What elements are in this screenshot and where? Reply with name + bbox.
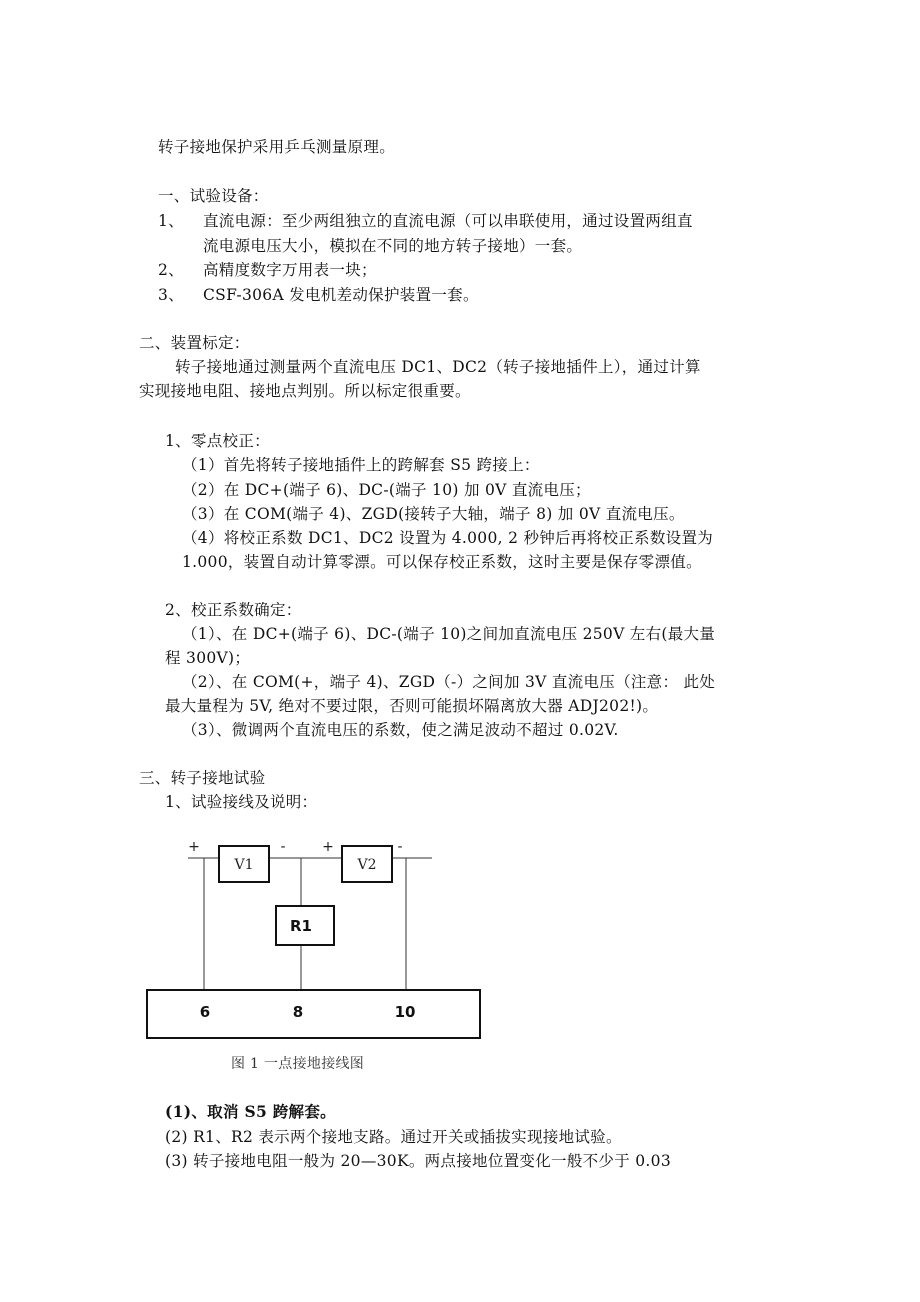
item3-text: CSF-306A 发电机差动保护装置一套。 (203, 286, 479, 304)
sub1-title: 1、零点校正： (165, 432, 270, 450)
section3-sub1-title: 1、试验接线及说明： (165, 793, 318, 811)
section2-para-line2: 实现接地电阻、接地点判别。所以标定很重要。 (139, 382, 471, 400)
item2-num: 2、 (158, 261, 184, 279)
svg-text:8: 8 (292, 1003, 304, 1021)
intro-text: 转子接地保护采用乒乓测量原理。 (158, 138, 396, 156)
sub1-line2: （2）在 DC+(端子 6)、DC-(端子 10) 加 0V 直流电压； (182, 481, 591, 499)
terminal-block (147, 990, 480, 1038)
svg-text:10: 10 (394, 1003, 416, 1021)
svg-text:-: - (397, 839, 403, 855)
sub2-line2: 程 300V)； (165, 649, 251, 667)
sub2-line4: 最大量程为 5V, 绝对不要过限，否则可能损坏隔离放大器 ADJ202!)。 (165, 697, 659, 715)
section2-para-line1: 转子接地通过测量两个直流电压 DC1、DC2（转子接地插件上），通过计算 (175, 358, 701, 376)
section2-title: 二、装置标定： (139, 334, 250, 352)
svg-text:+: + (322, 839, 334, 855)
svg-text:V2: V2 (357, 857, 377, 873)
svg-text:-: - (280, 839, 286, 855)
item1-num: 1、 (158, 212, 184, 230)
sub1-line5: 1.000，装置自动计算零漂。可以保存校正系数，这时主要是保存零漂值。 (182, 553, 702, 571)
sub2-line5: （3）、微调两个直流电压的系数，使之满足波动不超过 0.02V. (182, 721, 619, 739)
svg-text:6: 6 (199, 1003, 211, 1021)
sub1-line4: （4）将校正系数 DC1、DC2 设置为 4.000, 2 秒钟后再将校正系数设置为 (182, 529, 714, 547)
note-3: (3) 转子接地电阻一般为 20—30K。两点接地位置变化一般不少于 0.03 (165, 1152, 671, 1170)
item3-num: 3、 (158, 286, 184, 304)
section1-title: 一、试验设备： (158, 187, 269, 205)
svg-text:R1: R1 (290, 917, 312, 935)
sub2-line3: （2）、在 COM(+，端子 4)、ZGD（-）之间加 3V 直流电压（注意： 此处 (182, 673, 716, 691)
figure-caption: 图 1 一点接地接线图 (231, 1056, 365, 1072)
item1-text-cont: 流电源电压大小，模拟在不同的地方转子接地）一套。 (203, 237, 583, 255)
sub1-line1: （1）首先将转子接地插件上的跨解套 S5 跨接上： (182, 456, 540, 474)
sub2-title: 2、校正系数确定： (165, 601, 302, 619)
item1-text: 直流电源：至少两组独立的直流电源（可以串联使用，通过设置两组直 (203, 212, 693, 230)
svg-text:V1: V1 (234, 857, 254, 873)
svg-text:+: + (188, 839, 200, 855)
section3-title: 三、转子接地试验 (139, 769, 266, 787)
sub2-line1: （1）、在 DC+(端子 6)、DC-(端子 10)之间加直流电压 250V 左右(最大量 (182, 625, 716, 643)
sub1-line3: （3）在 COM(端子 4)、ZGD(接转子大轴，端子 8) 加 0V 直流电压。 (182, 505, 685, 523)
note-2: (2) R1、R2 表示两个接地支路。通过开关或插拔实现接地试验。 (165, 1128, 622, 1146)
item2-text: 高精度数字万用表一块； (203, 261, 377, 279)
note-1: (1)、取消 S5 跨解套。 (165, 1102, 336, 1121)
